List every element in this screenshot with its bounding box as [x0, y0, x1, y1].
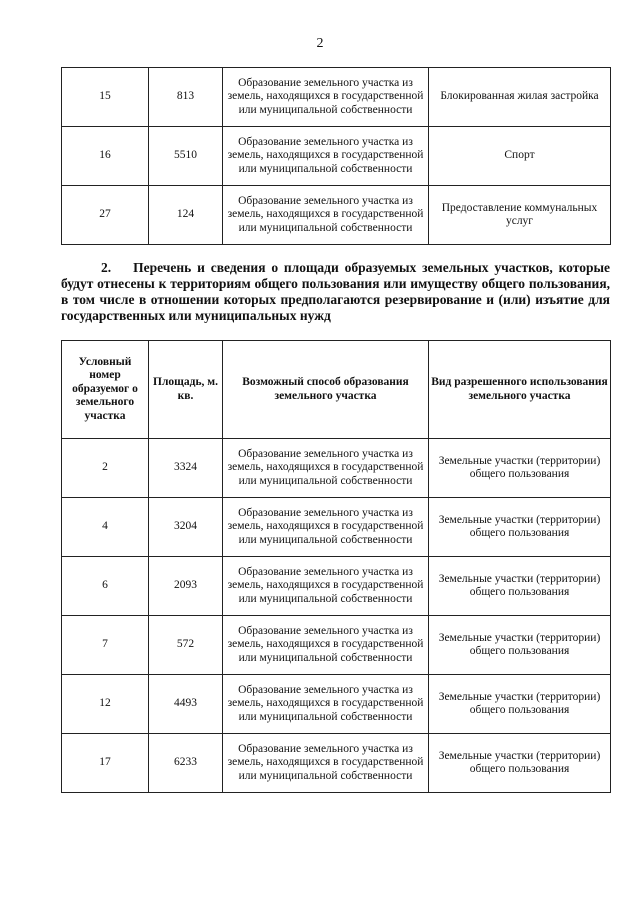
- permitted-use-cell: Земельные участки (территории) общего пользования: [429, 498, 611, 557]
- table-header-row: [62, 341, 611, 439]
- table-row: [62, 734, 611, 793]
- permitted-use-cell: Земельные участки (территории) общего пользования: [429, 675, 611, 734]
- table-row: [62, 439, 611, 498]
- formation-method-cell: Образование земельного участка из земель, находящихся в государственной или муниципальной собственности: [223, 734, 429, 793]
- area-cell: 124: [149, 186, 223, 245]
- permitted-use-cell: Предоставление коммунальных услуг: [429, 186, 611, 245]
- formation-method-cell: Образование земельного участка из земель, находящихся в государственной или муниципальной собственности: [223, 616, 429, 675]
- table-row: [62, 616, 611, 675]
- formation-method-cell: Образование земельного участка из земель, находящихся в государственной или муниципальной собственности: [223, 127, 429, 186]
- section-text: Перечень и сведения о площади образуемых земельных участков, которые будут отнесены к территориям общего пользования или имуществу общего пользования, в том числе в отношении которых предполагаются резервирование и (или) изъятие для государственных или муниципальных нужд: [61, 260, 610, 323]
- area-cell: 6233: [149, 734, 223, 793]
- plot-number-cell: 17: [62, 734, 149, 793]
- area-cell: 4493: [149, 675, 223, 734]
- plot-number-cell: 16: [62, 127, 149, 186]
- plot-number-cell: 15: [62, 68, 149, 127]
- permitted-use-cell: Спорт: [429, 127, 611, 186]
- table-row: [62, 675, 611, 734]
- formation-method-cell: Образование земельного участка из земель, находящихся в государственной или муниципальной собственности: [223, 498, 429, 557]
- area-cell: 813: [149, 68, 223, 127]
- area-cell: 3324: [149, 439, 223, 498]
- plot-number-cell: 12: [62, 675, 149, 734]
- plot-number-cell: 2: [62, 439, 149, 498]
- formation-method-cell: Образование земельного участка из земель, находящихся в государственной или муниципальной собственности: [223, 675, 429, 734]
- column-header-plot-number: Условный номер образуемог о земельного участка: [62, 341, 149, 439]
- table-row: [62, 498, 611, 557]
- table-row: [62, 557, 611, 616]
- page-number: 2: [316, 36, 324, 51]
- plot-number-cell: 27: [62, 186, 149, 245]
- plot-number-cell: 4: [62, 498, 149, 557]
- permitted-use-cell: Земельные участки (территории) общего пользования: [429, 616, 611, 675]
- area-cell: 572: [149, 616, 223, 675]
- table-row: [62, 68, 611, 127]
- formation-method-cell: Образование земельного участка из земель, находящихся в государственной или муниципальной собственности: [223, 557, 429, 616]
- permitted-use-cell: Земельные участки (территории) общего пользования: [429, 439, 611, 498]
- formation-method-cell: Образование земельного участка из земель, находящихся в государственной или муниципальной собственности: [223, 68, 429, 127]
- plot-number-cell: 6: [62, 557, 149, 616]
- permitted-use-cell: Земельные участки (территории) общего пользования: [429, 557, 611, 616]
- area-cell: 3204: [149, 498, 223, 557]
- area-cell: 5510: [149, 127, 223, 186]
- plot-number-cell: 7: [62, 616, 149, 675]
- permitted-use-cell: Земельные участки (территории) общего пользования: [429, 734, 611, 793]
- area-cell: 2093: [149, 557, 223, 616]
- permitted-use-cell: Блокированная жилая застройка: [429, 68, 611, 127]
- column-header-area: Площадь, м. кв.: [149, 341, 223, 439]
- table-row: [62, 186, 611, 245]
- section-number: 2.: [101, 260, 112, 275]
- formation-method-cell: Образование земельного участка из земель, находящихся в государственной или муниципальной собственности: [223, 439, 429, 498]
- land-plots-table-continued: [61, 67, 611, 245]
- formation-method-cell: Образование земельного участка из земель, находящихся в государственной или муниципальной собственности: [223, 186, 429, 245]
- column-header-permitted-use: Вид разрешенного использования земельного участка: [429, 341, 611, 439]
- section-heading: [61, 260, 610, 324]
- column-header-formation-method: Возможный способ образования земельного участка: [223, 341, 429, 439]
- public-land-plots-table: [61, 340, 611, 793]
- table-row: [62, 127, 611, 186]
